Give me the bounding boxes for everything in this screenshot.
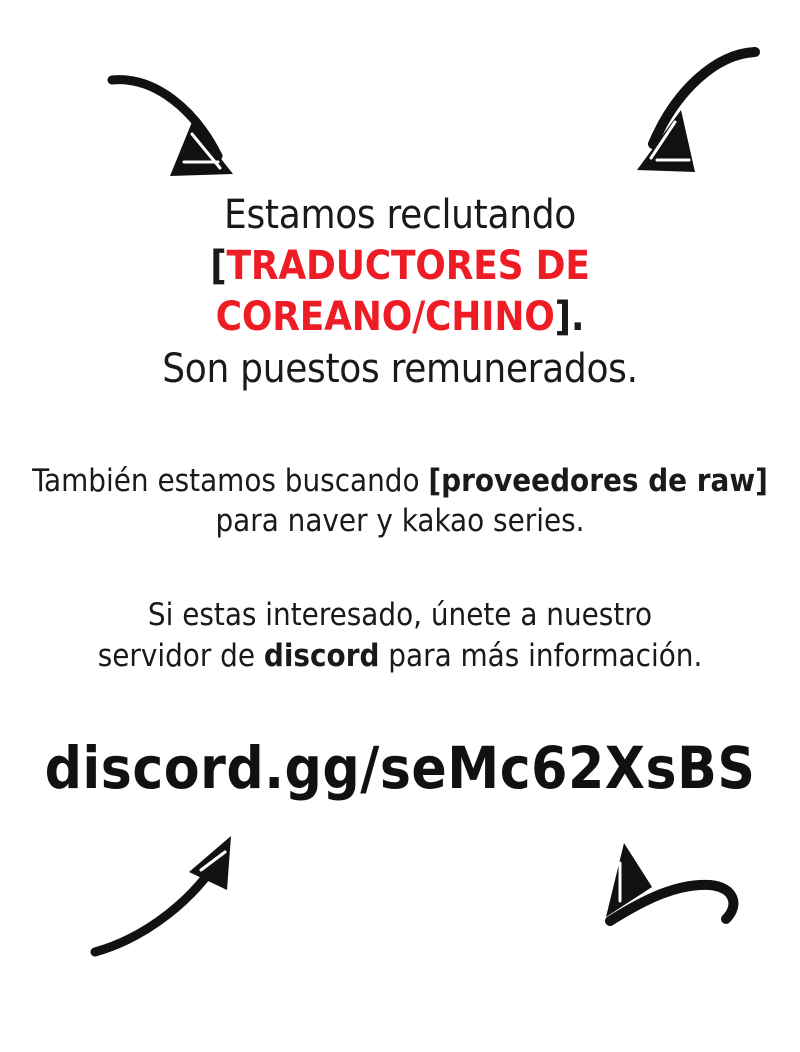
spacer-1 [26,395,774,461]
spacer-2 [26,541,774,595]
paragraph2-strong: discord [263,637,380,674]
headline [26,190,774,395]
paragraph-raw-providers [26,461,774,542]
bracket-close: ]. [554,294,585,341]
discord-invite-link[interactable]: discord.gg/seMc62XsBS [44,733,756,802]
headline-line-3: Son puestos remunerados. [162,345,638,392]
paragraph2-part2: para más información. [379,637,703,674]
paragraph1-part1: También estamos buscando [32,462,429,499]
paragraph1-strong: [proveedores de raw] [428,462,768,499]
arrow-down-right-icon [100,70,250,210]
paragraph1-line2: para naver y kakao series. [215,503,585,540]
announcement-text-block [0,190,800,802]
paragraph2-line1: Si estas interesado, únete a nuestro [147,597,653,634]
spacer-3 [26,676,774,734]
arrow-down-left-icon [595,40,765,200]
headline-line-2 [26,241,774,343]
paragraph2-part1: servidor de [97,637,264,674]
paragraph-discord-info [26,595,774,676]
headline-line-1: Estamos reclutando [224,192,576,238]
arrow-up-right-icon [85,830,260,965]
bracket-open: [ [210,243,227,290]
headline-highlight: TRADUCTORES DE COREANO/CHINO [215,243,590,341]
arrow-up-right-icon [590,825,755,935]
